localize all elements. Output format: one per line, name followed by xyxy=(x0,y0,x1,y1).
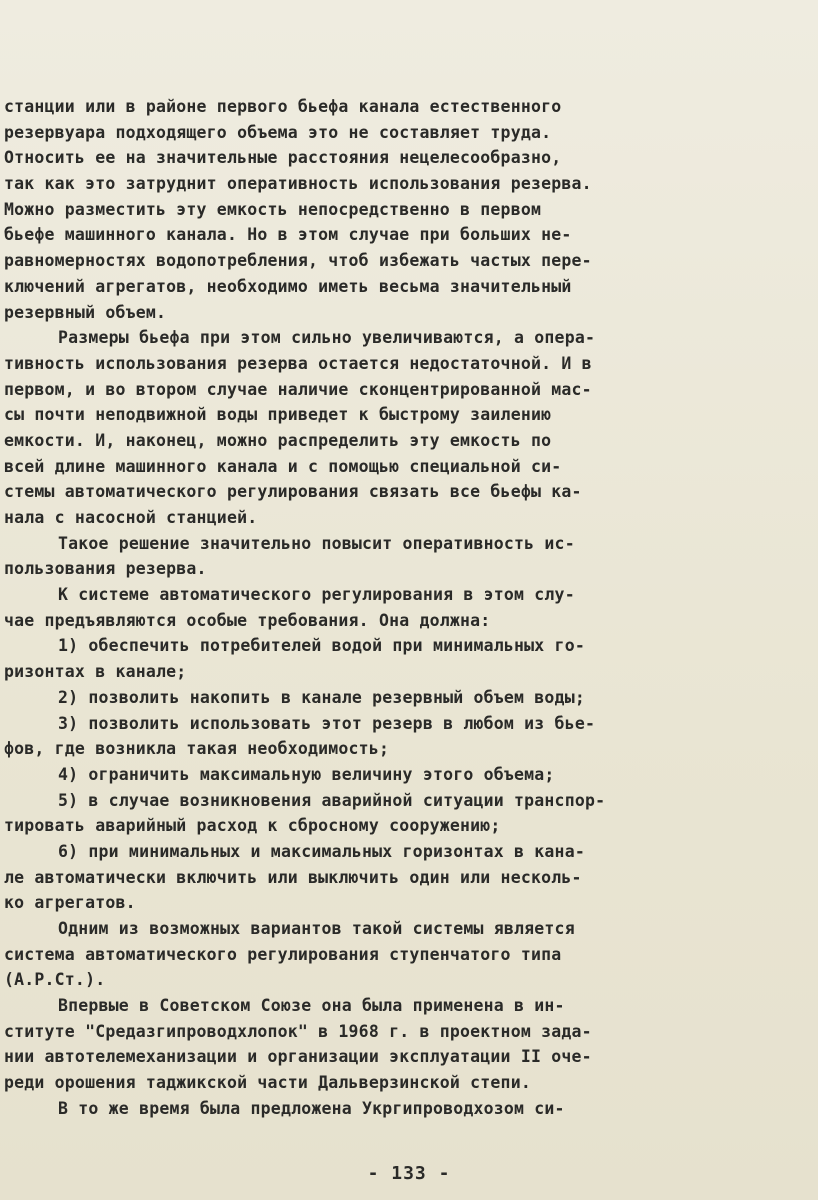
text-line: ко агрегатов. xyxy=(4,893,136,913)
text-line: нии автотелемеханизации и организации эксплуатации II оче- xyxy=(4,1047,592,1067)
text-line: ле автоматически включить или выключить один или несколь- xyxy=(4,867,582,887)
text-line: равномерностях водопотребления, чтоб избежать частых пере- xyxy=(4,251,592,271)
text-line: система автоматического регулирования ступенчатого типа xyxy=(4,944,562,964)
text-line: Можно разместить эту емкость непосредственно в первом xyxy=(4,199,542,219)
text-line: первом, и во втором случае наличие сконцентрированной мас- xyxy=(4,379,592,399)
text-line: В то же время была предложена Укргипроводхозом си- xyxy=(58,1098,565,1118)
text-line: бьефе машинного канала. Но в этом случае при больших не- xyxy=(4,225,572,245)
text-line: ключений агрегатов, необходимо иметь весьма значительный xyxy=(4,276,572,296)
text-line: ризонтах в канале; xyxy=(4,662,187,682)
page-number: - 133 - xyxy=(367,1163,451,1184)
text-line: всей длине машинного канала и с помощью специальной си- xyxy=(4,456,562,476)
text-line: емкости. И, наконец, можно распределить эту емкость по xyxy=(4,430,552,450)
text-line: 3) позволить использовать этот резерв в любом из бье- xyxy=(58,713,596,733)
text-line: резервуара подходящего объема это не составляет труда. xyxy=(4,122,552,142)
text-line: К системе автоматического регулирования в этом слу- xyxy=(58,585,575,605)
text-line: ституте "Средазгипроводхлопок" в 1968 г. в проектном зада- xyxy=(4,1021,592,1041)
text-line: чае предъявляются особые требования. Она должна: xyxy=(4,610,491,630)
text-line: 5) в случае возникновения аварийной ситуации транспор- xyxy=(58,790,606,810)
text-line: пользования резерва. xyxy=(4,559,207,579)
text-line: (А.Р.Ст.). xyxy=(4,970,106,990)
text-line: так как это затруднит оперативность использования резерва. xyxy=(4,174,592,194)
text-line: 1) обеспечить потребителей водой при минимальных го- xyxy=(58,636,585,656)
text-line: Относить ее на значительные расстояния нецелесообразно, xyxy=(4,148,562,168)
text-line: 4) ограничить максимальную величину этого объема; xyxy=(58,764,555,784)
text-line: Такое решение значительно повысит оперативность ис- xyxy=(58,533,575,553)
text-line: фов, где возникла такая необходимость; xyxy=(4,739,390,759)
text-line: Одним из возможных вариантов такой системы является xyxy=(58,919,575,938)
text-line: Размеры бьефа при этом сильно увеличиваются, а опера- xyxy=(58,328,596,348)
text-line: станции или в районе первого бьефа канала естественного xyxy=(4,97,562,116)
text-line: тивность использования резерва остается недостаточной. И в xyxy=(4,353,592,373)
text-line: сы почти неподвижной воды приведет к быстрому заилению xyxy=(4,405,552,425)
text-line: стемы автоматического регулирования связать все бьефы ка- xyxy=(4,482,582,502)
text-line: 2) позволить накопить в канале резервный объем воды; xyxy=(58,687,585,707)
text-line: тировать аварийный расход к сбросному сооружению; xyxy=(4,816,501,836)
body-text xyxy=(0,94,818,1122)
text-line: нала с насосной станцией. xyxy=(4,508,258,527)
text-line: 6) при минимальных и максимальных горизонтах в кана- xyxy=(58,841,585,861)
text-line: резервный объем. xyxy=(4,302,167,322)
text-line: Впервые в Советском Союзе она была применена в ин- xyxy=(58,996,565,1016)
text-line: реди орошения таджикской части Дальверзинской степи. xyxy=(4,1073,531,1093)
